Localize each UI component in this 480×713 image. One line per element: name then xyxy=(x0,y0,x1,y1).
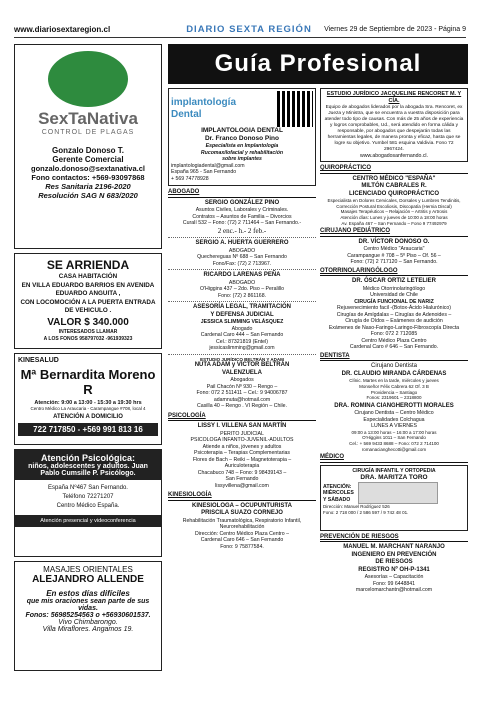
dentista1-t: Cirujano Dentista xyxy=(370,363,418,370)
arrienda-l1: CASA HABITACIÓN xyxy=(58,273,118,281)
ped-d1: Centro Médico "Araucaria" xyxy=(363,246,425,253)
riesgos-d2: Fono: 99 6448841 xyxy=(372,580,416,587)
lissy-d8: San Fernando xyxy=(225,476,259,483)
gonzalez-d1: Asuntos Civiles, Laborales y Criminales. xyxy=(195,207,289,213)
kinesalud-logo: KINESALUD xyxy=(18,357,59,364)
psico-title: Atención Psicológica: xyxy=(40,453,136,463)
lissy-d5: Flores de Bach – Reiki – Magnetoterapia – xyxy=(192,456,292,463)
otorrino-d8: Fono: 072 2 712085 xyxy=(370,331,418,338)
larenas-name: RICARDO LARENAS PEÑA xyxy=(203,272,281,279)
lissy-d3: Atiende a niños, jóvenes y adultos xyxy=(202,443,282,450)
site-url[interactable]: www.diariosextaregion.cl xyxy=(14,24,111,34)
dentista2-d4: 09:00 a 13:00 horas – 16:00 a 17:00 horas xyxy=(351,429,437,435)
asesoria-t2: Y DEFENSA JUDICIAL xyxy=(210,311,274,318)
implantologia xyxy=(168,88,316,186)
implant-title: IMPLANTOLOGIA DENTAL xyxy=(201,127,283,134)
implant-dr: Dr. Franco Donoso Pino xyxy=(204,135,280,143)
larenas-d3: Fono: (72) 2 861168. xyxy=(217,292,267,299)
guia-title: Guía Profesional xyxy=(168,44,468,84)
dentista2-d1: Cirujano Dentista – Centro Médico xyxy=(354,410,434,417)
gonzalez-d2: Contratos – Asuntos de Familia – Divorcios xyxy=(192,213,292,220)
lissy-d7: Chacabuco 748 – Fono: 9 98439143 – xyxy=(197,469,287,476)
implant-tel: + 569 74778928 xyxy=(171,175,209,182)
nuta-d2: Pail Chacón Nº 930 – Rengo – xyxy=(206,383,278,390)
implant-logo: implantología Dental xyxy=(171,96,236,120)
psico-mode: Atención presencial y videoconferencia xyxy=(15,515,161,527)
psico-tag: PSICOLOGÍA xyxy=(168,413,316,422)
riesgos-tag: PREVENCIÓN DE RIESGOS xyxy=(320,534,468,543)
header-rule xyxy=(14,37,466,38)
medico-d4: Dirección: Manuel Rodríguez 526 xyxy=(323,504,390,510)
nuta-d3: Fono: 072 2 511411 – Cel.: 9 94006787 xyxy=(196,390,288,397)
masajes-l4: Villa Miraflores. Angamos 19. xyxy=(42,626,134,633)
masajes-l3: Vivo Chimbarongo. xyxy=(58,619,118,626)
dentista1-d1: Clínic. Martes en la tarde, miércoles y jueves xyxy=(349,378,439,384)
gonzalez-d3: Curalí 532 – Fono: (72) 2 711464 – San Fernando.- xyxy=(182,220,302,226)
jacqueline-d2[interactable]: www.abogadosanfernando.cl. xyxy=(359,152,429,159)
larenas-d2: O'Higgins 437 – 2do. Piso – Peralillo xyxy=(199,286,285,293)
dentista1-d3: Providencia – Santiago xyxy=(370,389,418,395)
asesoria-t1: ASESORÍA LEGAL, TRAMITACIÓN xyxy=(193,304,291,311)
asesoria-name: JESSICA SLIMMING VELÁSQUEZ xyxy=(200,319,284,326)
huerta-d2: Quechereguas Nº 688 – San Fernando xyxy=(197,254,287,261)
arrienda-l5: A LOS FONOS 958797032 -961939323 xyxy=(43,335,133,342)
otorrino-d4: Rejuvenecimiento facil -(Botox-Ácido Hialurónico) xyxy=(337,305,451,312)
lissy-d2: PSICOLOGA INFANTO-JUVENIL-ADULTOS xyxy=(190,437,294,444)
ped-d2: Carampangue # 708 – 5º Piso – Of. 56 – xyxy=(347,252,441,259)
otorrino-d1: Médico Otorrinolaringólogo xyxy=(362,285,426,292)
contact-email[interactable]: gonzalo.donoso@sextanativa.cl xyxy=(30,164,145,173)
date: Viernes 29 de Septiembre de 2023 - Página 9 xyxy=(324,25,466,33)
kine-d2: Dirección: Centro Médico Plaza Centro – xyxy=(195,530,289,537)
abogado-tag: ABOGADO xyxy=(168,189,316,198)
arrienda-price: VALOR $ 340.000 xyxy=(47,316,129,328)
riesgos-t3: REGISTRO Nº OH-P-1341 xyxy=(358,566,430,573)
gonzalez-name: SERGIO GONZÁLEZ PINO xyxy=(204,199,280,206)
otorrino-tag: OTORRINOLARINGÓLOGO xyxy=(320,268,468,277)
arrienda-l4: INTERESADOS LLAMAR xyxy=(58,329,118,336)
huerta-name: SERGIO A. HUERTA GUERRERO xyxy=(195,240,289,247)
masajes-name: ALEJANDRO ALLENDE xyxy=(32,574,144,585)
quiro-t3: LICENCIADO QUIROPRÁCTICO xyxy=(349,190,439,197)
logo-sub: CONTROL DE PLAGAS xyxy=(41,129,135,136)
children-illustration xyxy=(358,482,438,504)
huerta-d1: ABOGADO xyxy=(228,247,256,254)
implant-addr: España 965 - San Fernando xyxy=(171,169,237,176)
dentista2-d7[interactable]: romanacianghecotti@gmail.com xyxy=(361,446,427,452)
otorrino-d5: Cirugías de Amígdalas – Cirugías de Adenoides – xyxy=(336,311,452,318)
gonzalez-d4: 2 enc.- h.- 2 feb.- xyxy=(217,226,267,235)
nuta-d4[interactable]: adamnuta@hotmail.com xyxy=(213,396,271,403)
dentista2-d5: O'Higgins 1011 – San Fernando xyxy=(362,435,426,441)
kinesalud-phones: 722 717850 - +569 991 813 16 xyxy=(18,423,158,436)
ad-kinesalud xyxy=(14,353,162,445)
quiro-d1: Especialista en Dolores Cervicales, Dorsales y Lumbres Tendinitis, Corrección Postural Escoliosis, Discopatía (Hernia Discal) xyxy=(327,198,461,209)
masajes-title: MASAJES ORIENTALES xyxy=(43,565,133,574)
dentista2-d6: Cel.: + 569 9433 8688 – Fono: 072 2 714100 xyxy=(349,441,439,446)
quiro-tag: QUIROPRÁCTICO xyxy=(320,165,468,174)
implant-spec2: Rucomaxilofacial y rehabilitación xyxy=(200,149,284,156)
kinesalud-addr: Centro Médico La Araucaria - Carampangue #708, local 4 xyxy=(30,406,146,411)
riesgos-t2: DE RIESGOS xyxy=(375,559,413,566)
lissy-d6: Auriculoterapia xyxy=(224,463,260,470)
page-header xyxy=(14,22,466,36)
medico-d1: ATENCIÓN: xyxy=(323,483,352,490)
left-ads xyxy=(14,44,162,675)
dentista2-d2: Especialidades Colchagua xyxy=(363,416,425,423)
otorrino-d6: Cirugía de Oídos – Exámenes de audición xyxy=(345,318,443,325)
quiro-t2: MILTÓN CABRALES R. xyxy=(361,183,427,190)
psico-addr: España Nº467 San Fernando. xyxy=(48,485,128,491)
lissy-d4: Psicoterapia – Terapias Complementarias xyxy=(194,450,290,457)
psico-tel: Teléfono 72271207 xyxy=(62,494,114,500)
dentista2-d3: LUNES A VIERNES xyxy=(371,423,417,430)
kine-tag: KINESIOLOGÍA xyxy=(168,492,316,501)
res2: Resolución SAG N 683/2020 xyxy=(38,191,138,200)
ped-tag: CIRUJANO PEDIÁTRICO xyxy=(320,228,468,237)
implant-email[interactable]: implantologiadental@gmail.com xyxy=(171,162,245,169)
kinesalud-hours: Atención: 9:00 a 13:00 - 15:30 a 19:30 hrs xyxy=(34,400,142,406)
medico-tag: MÉDICO xyxy=(320,454,468,463)
asesoria-d2: Cardenal Caro 444 – San Fernando xyxy=(200,332,284,339)
kine-d3: Cardenal Caro 646 – San Fernando xyxy=(200,537,284,544)
dentista1-d2: Monseñor Félix Cabrera 62 Of. 3 B xyxy=(359,383,429,389)
medico-d5: Fono: 2 718 000 / 2 586 597 / 9 742 48 01. xyxy=(323,510,409,515)
quiro-t1: CENTRO MÉDICO "ESPAÑA" xyxy=(352,175,436,182)
logo-text: SexTaNativa xyxy=(38,109,138,128)
nuta-d1: Abogados xyxy=(230,377,254,384)
kine-name2: PRISCILA SUAZO CORNEJO xyxy=(201,510,283,517)
riesgos-t1: INGENIERO EN PREVENCIÓN xyxy=(351,551,437,558)
otorrino-name: DR. ÓSCAR ORTIZ LETELIER xyxy=(352,278,436,285)
medico-name: DRA. MARITZA TORO xyxy=(360,474,428,482)
riesgos-d3[interactable]: marcelomarchantn@hotmail.com xyxy=(355,587,433,594)
masajes-l1: En estos días difíciles xyxy=(46,589,130,598)
psico-sub: niños, adolescentes y adultos. Juan Pablo Cumsille P. Psicólogo. xyxy=(28,463,148,477)
dentista-tag: DENTISTA xyxy=(320,353,468,362)
ad-arrienda xyxy=(14,253,162,349)
bugs-logo-icon xyxy=(48,51,128,107)
psico-cm: Centro Médico España. xyxy=(56,503,120,509)
masajes-phones: Fonos: 56985254563 o +56930601537. xyxy=(25,612,151,619)
guia-col-1 xyxy=(168,88,316,594)
dentista2-name: DRA. ROMINA CIANGHEROTTI MORALES xyxy=(334,402,454,409)
otorrino-d10: Cardenal Caro # 646 – San Fernando. xyxy=(349,344,439,351)
contact-name: Gonzalo Donoso T. xyxy=(52,146,124,155)
otorrino-d2: Universidad de Chile xyxy=(370,292,418,299)
medico-h: CIRUGÍA INFANTIL Y ORTOPEDIA xyxy=(352,467,436,474)
medico-d2: MIÉRCOLES xyxy=(323,490,354,497)
medico-d3: Y SÁBADO xyxy=(323,496,351,503)
larenas-d1: ABOGADO xyxy=(228,279,256,286)
jacqueline xyxy=(320,88,468,162)
huerta-d3: Fono/Fax: (72) 2 713967. xyxy=(212,260,272,267)
otorrino-d9: Centro Médico Plaza Centro xyxy=(361,337,427,344)
guia-profesional xyxy=(168,44,468,594)
quiro-d4: Av. España 467 – San Fernando – Fono 9 77492979 xyxy=(341,220,447,226)
contact-phone: Fono contactos: +569-93097868 xyxy=(31,173,145,182)
jacqueline-h: ESTUDIO JURÍDICO JACQUELINE RENCORET M. Y CÍA. xyxy=(326,91,462,104)
brand: DIARIO SEXTA REGIÓN xyxy=(186,23,312,35)
ad-psico xyxy=(14,449,162,557)
otorrino-d7: Exámenes de Naso-Faringo-Laringo-Fibroscopía Directa xyxy=(328,324,460,331)
nuta-h: ESTUDIO JURÍDICO BELTRÁN Y ADAM xyxy=(200,356,284,362)
ad-masajes xyxy=(14,561,162,671)
riesgos-d1: Asesorías – Capacitación xyxy=(364,574,424,581)
asesoria-d3: Cel.: 87321819 (Entel) xyxy=(216,338,268,345)
kine-d1: Rehabilitación Traumatológica, Respiratorio Infantil, Neurorehabilitación xyxy=(182,517,302,531)
arrienda-l2: EN VILLA EDUARDO BARRIOS EN AVENIDA EDUARDO ANGUITA , xyxy=(21,281,155,298)
quiro-d2: Masajes Terapéuticos – Relajación – Artritis y Artrosis xyxy=(340,209,448,215)
lissy-d1: PERITO JUDICIAL xyxy=(220,430,264,437)
qr-code-icon[interactable] xyxy=(277,91,313,127)
lissy-d9[interactable]: lissyvillena@gmail.com xyxy=(215,482,269,489)
asesoria-d4[interactable]: jessicaslimming@gmail.com xyxy=(209,345,275,352)
nuta-d5: Casilla 40 – Rengo . VI Región – Chile. xyxy=(197,403,287,410)
ped-name: DR. VÍCTOR DONOSO O. xyxy=(358,238,430,245)
asesoria-d1: Abogado xyxy=(231,325,253,332)
contact-role: Gerente Comercial xyxy=(52,155,124,164)
otorrino-d3: CIRUGÍA FUNCIONAL DE NARIZ xyxy=(354,298,434,305)
jacqueline-d1: Equipo de abogados liderados por la abogada Sra. Rencoret, ex Jueza y Ministra, que se encuentra a vuestra disposición para atender todo tipo de causas. Con más de 25 años de experiencia y logros comprobables, Ud., será atendido en forma cálida y responsable, por abogados que despejarán todas las herramientas legales, de manera pronta y eficaz, hasta que se logre su objetivo. Yumbel 581 esquina Valdivia. Fono 72 2967424. xyxy=(324,104,464,152)
ad-sextanativa xyxy=(14,44,162,249)
dentista1-name: DR. CLAUDIO MIRANDA CÁRDENAS xyxy=(341,370,447,377)
implant-spec: Especialista en Implantología xyxy=(205,143,279,150)
kinesalud-att: ATENCIÓN A DOMICILIO xyxy=(53,414,123,420)
ped-d3: Fono: (72) 2 717120 – San Fernando. xyxy=(350,259,438,266)
guia-col-2 xyxy=(320,88,468,594)
quiro-d3: Atención días: Lunes y jueves de 10:00 a 18:00 horas xyxy=(340,215,448,220)
masajes-l2: que mis oraciones sean parte de sus vidas. xyxy=(26,598,150,612)
riesgos-name: MANUEL M. MARCHANT NARANJO xyxy=(343,544,445,551)
medico xyxy=(320,465,468,531)
lissy-name: LISSY I. VILLENA SAN MARTÍN xyxy=(197,423,287,430)
res1: Res Sanitaria 2196-2020 xyxy=(45,182,131,191)
dentista1-d4: Fonos: 2319601 – 2318800 xyxy=(366,395,422,401)
kine-name: KINESIOLOGA – OCUPUNTURISTA xyxy=(191,502,292,509)
arrienda-title: SE ARRIENDA xyxy=(46,258,130,272)
nuta-name: NUTA ADAM y VÍCTOR BELTRÁN xyxy=(194,362,290,369)
arrienda-l3: CON LOCOMOCIÓN A LA PUERTA ENTRADA DE VEHICULO . xyxy=(20,298,156,315)
nuta-name2: VALENZUELA xyxy=(222,369,262,376)
implant-spec3: sobre implantes xyxy=(222,156,262,163)
kinesalud-name: Mª Bernardita Moreno R xyxy=(20,367,156,397)
kine-d4: Fono: 9 75877584. xyxy=(220,543,264,550)
